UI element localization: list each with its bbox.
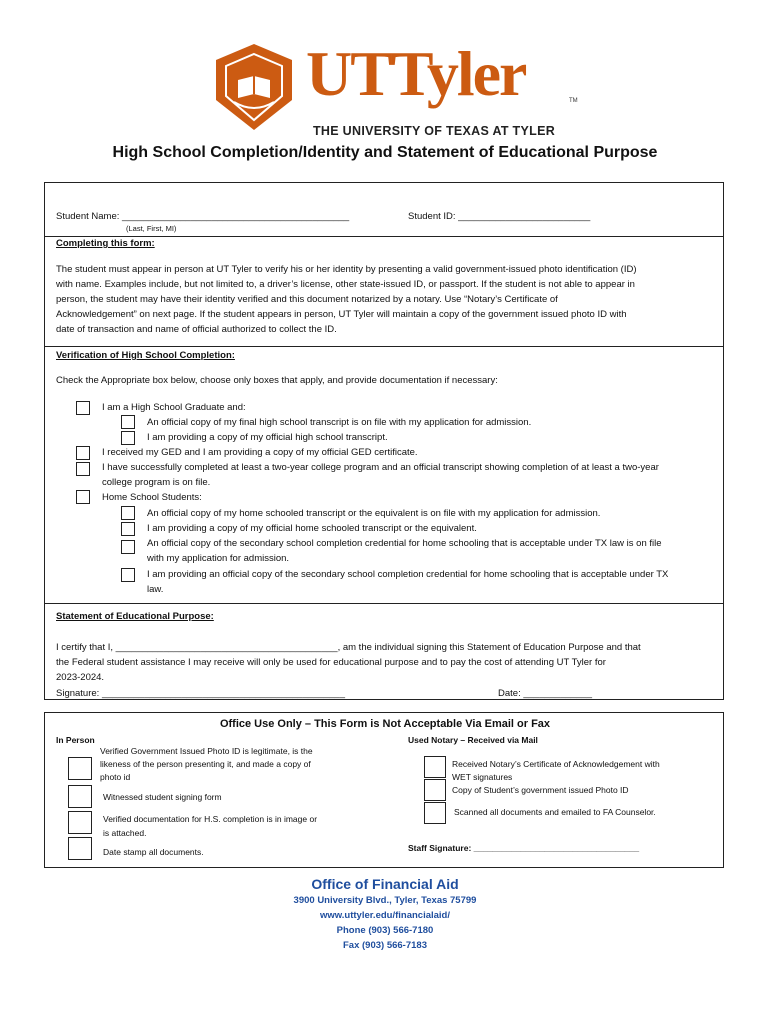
- address: 3900 University Blvd., Tyler, Texas 75799: [293, 895, 477, 906]
- student-name-field[interactable]: Student Name: ___________________________________________: [56, 211, 350, 222]
- option-label: Home School Students:: [102, 492, 202, 503]
- office-name: Office of Financial Aid: [311, 876, 459, 892]
- option-label: I received my GED and I am providing a copy of my official GED certificate.: [102, 447, 418, 458]
- option-label: law.: [147, 584, 164, 595]
- option-label: I have successfully completed at least a two-year college program and an official transcript showing completion of at least a two-year: [102, 462, 659, 473]
- option-label: with my application for admission.: [147, 553, 290, 564]
- option-label: An official copy of my home schooled transcript or the equivalent is on file with my application for admission.: [147, 508, 601, 519]
- option-label: I am providing a copy of my official high school transcript.: [147, 432, 388, 443]
- home-credential-on-file-checkbox[interactable]: [121, 540, 135, 554]
- office-item: likeness of the person presenting it, and made a copy of: [100, 759, 311, 769]
- divider: [44, 346, 724, 347]
- home-credential-providing-checkbox[interactable]: [121, 568, 135, 582]
- verification-heading: Verification of High School Completion:: [56, 350, 235, 361]
- office-item: Received Notary’s Certificate of Acknowledgement with: [452, 759, 660, 769]
- option-label: I am a High School Graduate and:: [102, 402, 246, 413]
- office-item: Copy of Student’s government issued Photo ID: [452, 785, 629, 795]
- home-transcript-providing-checkbox[interactable]: [121, 522, 135, 536]
- logo-text: UTTyler: [306, 38, 526, 109]
- statement-text: I certify that I, __________________________________________, am the individual signing this Statement of Education Purpose and that: [56, 642, 641, 653]
- notary-cert-checkbox[interactable]: [424, 756, 446, 778]
- completing-text: person, the student may have their identity verified and this document notarized by a notary. Use “Notary’s Certificate of: [56, 294, 558, 305]
- office-item: WET signatures: [452, 772, 513, 782]
- option-label: college program is on file.: [102, 477, 211, 488]
- completing-heading: Completing this form:: [56, 238, 155, 249]
- name-hint: (Last, First, MI): [126, 224, 177, 233]
- trademark: TM: [569, 98, 578, 104]
- student-id-field[interactable]: Student ID: _________________________: [408, 211, 591, 222]
- divider: [44, 603, 724, 604]
- office-item: Verified Government Issued Photo ID is legitimate, is the: [100, 746, 313, 756]
- seal-icon: [208, 42, 300, 134]
- option-label: I am providing an official copy of the secondary school completion credential for home schooling that is acceptable under TX: [147, 569, 669, 580]
- verification-instructions: Check the Appropriate box below, choose only boxes that apply, and provide documentation if necessary:: [56, 375, 498, 386]
- photo-id-copy-checkbox[interactable]: [424, 779, 446, 801]
- in-person-label: In Person: [56, 735, 95, 745]
- option-label: An official copy of the secondary school completion credential for home schooling that is acceptable under TX law is on file: [147, 538, 662, 549]
- verified-id-checkbox[interactable]: [68, 757, 92, 780]
- website-link[interactable]: www.uttyler.edu/financialaid/: [319, 910, 451, 921]
- fax: Fax (903) 566-7183: [343, 940, 427, 951]
- statement-text: the Federal student assistance I may receive will only be used for educational purpose and to pay the cost of attending UT Tyler for: [56, 657, 606, 668]
- office-heading: Office Use Only – This Form is Not Acceptable Via Email or Fax: [219, 718, 551, 730]
- hs-transcript-on-file-checkbox[interactable]: [121, 415, 135, 429]
- completing-text: Acknowledgement” on next page. If the student appears in person, UT Tyler will maintain a copy of the government issued photo ID with: [56, 309, 627, 320]
- college-program-checkbox[interactable]: [76, 462, 90, 476]
- office-item: photo id: [100, 772, 131, 782]
- hs-graduate-checkbox[interactable]: [76, 401, 90, 415]
- completing-text: with name. Examples include, but not limited to, a driver’s license, other state-issued ID, or passport. If the student is not able to appear in: [56, 279, 635, 290]
- notary-label: Used Notary – Received via Mail: [408, 735, 538, 745]
- completing-text: date of transaction and name of official authorized to collect the ID.: [56, 324, 337, 335]
- ged-checkbox[interactable]: [76, 446, 90, 460]
- hs-transcript-providing-checkbox[interactable]: [121, 431, 135, 445]
- phone: Phone (903) 566-7180: [336, 925, 434, 936]
- statement-text: 2023-2024.: [56, 672, 105, 683]
- home-transcript-on-file-checkbox[interactable]: [121, 506, 135, 520]
- statement-heading: Statement of Educational Purpose:: [56, 611, 214, 622]
- witnessed-checkbox[interactable]: [68, 785, 92, 808]
- office-item: Date stamp all documents.: [103, 847, 204, 857]
- option-label: An official copy of my final high school transcript is on file with my application for admission.: [147, 417, 532, 428]
- office-item: is attached.: [103, 828, 147, 838]
- page-title: High School Completion/Identity and Statement of Educational Purpose: [112, 144, 658, 161]
- staff-signature-field[interactable]: Staff Signature: ___________________________________: [408, 843, 640, 853]
- university-name: THE UNIVERSITY OF TEXAS AT TYLER: [313, 124, 556, 138]
- office-item: Scanned all documents and emailed to FA Counselor.: [454, 807, 656, 817]
- date-field[interactable]: Date: _____________: [498, 688, 593, 699]
- office-item: Verified documentation for H.S. completion is in image or: [103, 814, 318, 824]
- home-school-checkbox[interactable]: [76, 490, 90, 504]
- date-stamp-checkbox[interactable]: [68, 837, 92, 860]
- completing-text: The student must appear in person at UT Tyler to verify his or her identity by presenting a valid government-issued photo identification (ID): [56, 264, 637, 275]
- hs-doc-verified-checkbox[interactable]: [68, 811, 92, 834]
- signature-field[interactable]: Signature: ______________________________________________: [56, 688, 345, 699]
- option-label: I am providing a copy of my official home schooled transcript or the equivalent.: [147, 523, 477, 534]
- scanned-checkbox[interactable]: [424, 802, 446, 824]
- office-item: Witnessed student signing form: [103, 792, 222, 802]
